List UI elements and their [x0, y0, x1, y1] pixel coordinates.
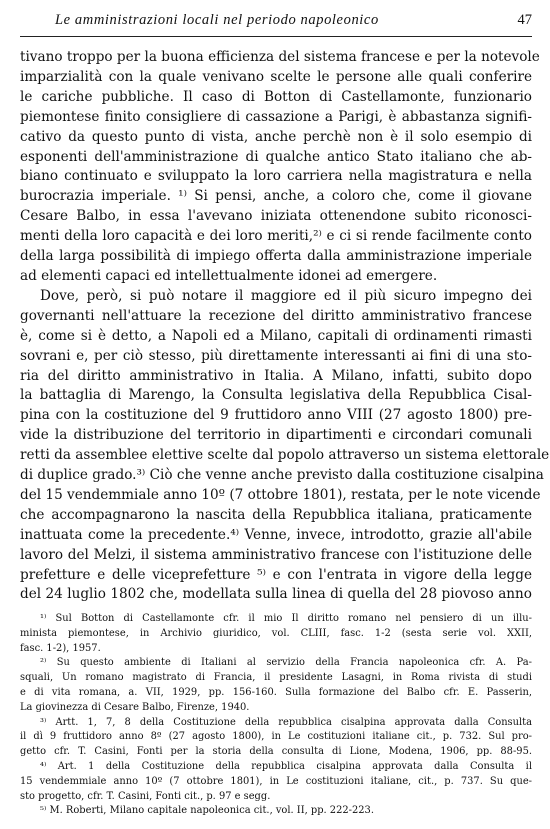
body-line: la battaglia di Marengo, la Consulta legislativa della Repubblica Cisal- — [20, 387, 532, 404]
body-line: inattuata come la precedente.⁴⁾ Venne, invece, introdotto, grazie all'abile — [20, 526, 532, 543]
body-line: le cariche pubbliche. Il caso di Botton di Castellamonte, funzionario — [20, 88, 532, 105]
body-line: ad elementi capaci ed intellettualmente idonei ad emergere. — [20, 267, 438, 284]
body-line: pina con la costituzione del 9 fruttidoro anno VIII (27 agosto 1800) pre- — [20, 407, 532, 424]
body-text — [20, 48, 550, 605]
footnote-line: squali, Un romano magistrato di Francia, il presidente Lasagni, in Roma rivista di studi — [20, 672, 532, 684]
body-line: governanti nell'attuare la recezione del diritto amministrativo francese — [20, 307, 532, 324]
body-line: che accompagnarono la nascita della Repubblica italiana, praticamente — [20, 506, 532, 523]
footnote-line: e di vita romana, a. VII, 1929, pp. 156-160. Sulla formazione del Balbo cfr. E. Passerin, — [20, 686, 532, 698]
footnote-line: ¹⁾ Sul Botton di Castellamonte cfr. il mio Il diritto romano nel pensiero di un illu- — [40, 613, 532, 624]
body-line: della larga possibilità di impiego offerta dalla amministrazione imperiale — [20, 248, 532, 265]
body-line: esponenti dell'amministrazione di qualche antico Stato italiano che ab- — [20, 148, 532, 165]
page-header — [20, 10, 532, 32]
body-line: del 15 vendemmiale anno 10º (7 ottobre 1801), restata, per le note vicende — [20, 486, 541, 503]
running-head: Le amministrazioni locali nel periodo napoleonico — [55, 12, 379, 28]
footnote-line: fasc. 1-2), 1957. — [20, 642, 101, 654]
body-line: vide la distribuzione del territorio in dipartimenti e circondari comunali — [20, 427, 532, 444]
body-line: Dove, però, si può notare il maggiore ed il più sicuro impegno dei — [40, 287, 532, 304]
body-line: sovrani e, per ciò stesso, più direttamente interessanti ai fini di una sto- — [20, 347, 532, 364]
footnote-line: ³⁾ Artt. 1, 7, 8 della Costituzione della repubblica cisalpina approvata dalla Consulta — [40, 716, 532, 728]
body-line: è, come si è detto, a Napoli ed a Milano, capitali di ordinamenti rimasti — [20, 327, 532, 344]
footnote-line: 15 vendemmiale anno 10º (7 ottobre 1801), in Le costituzioni italiane, cit., p. 737. Su que- — [20, 775, 532, 787]
body-line: Cesare Balbo, in essa l'avevano iniziata ottenendone subito riconosci- — [20, 208, 532, 225]
body-line: lavoro del Melzi, il sistema amministrativo francese con l'istituzione delle — [20, 546, 532, 563]
footnote-line: minista piemontese, in Archivio giuridico, vol. CLIII, fasc. 1-2 (sesta serie vol. XXII, — [20, 627, 532, 639]
footnote-line: getto cfr. T. Casini, Fonti per la storia della consulta di Lione, Modena, 1906, pp. 88-95. — [20, 746, 532, 758]
body-line: menti della loro capacità e dei loro meriti,²⁾ e ci si rende facilmente conto — [20, 228, 532, 245]
footnote-line: ⁴⁾ Art. 1 della Costituzione della repubblica cisalpina approvata dalla Consulta il — [40, 760, 532, 772]
header-rule — [20, 36, 532, 37]
footnote-line: La giovinezza di Cesare Balbo, Firenze, 1940. — [20, 701, 250, 713]
body-line: retti da assemblee elettive scelte dal popolo attraverso un sistema elettorale — [20, 447, 550, 464]
body-line: biano continuato e sviluppato la loro carriera nella magistratura e nella — [20, 168, 532, 185]
body-line: tivano troppo per la buona efficienza del sistema francese e per la notevole — [20, 49, 540, 65]
body-line: piemontese finito consigliere di cassazione a Parigi, è abbastanza signifi- — [20, 108, 532, 125]
page-number: 47 — [517, 12, 532, 28]
body-line: del 24 luglio 1802 che, modellata sulla linea di quella del 28 piovoso anno — [20, 586, 532, 603]
footnotes — [20, 612, 532, 819]
body-line: cativo da questo punto di vista, anche perchè non è il solo esempio di — [20, 128, 532, 145]
body-line: burocrazia imperiale. ¹⁾ Si pensi, anche, a coloro che, come il giovane — [20, 188, 532, 205]
footnote-line: sto progetto, cfr. T. Casini, Fonti cit., p. 97 e segg. — [20, 790, 271, 802]
footnote-line: ²⁾ Su questo ambiente di Italiani al servizio della Francia napoleonica cfr. A. Pa- — [40, 657, 532, 669]
body-line: ria del diritto amministrativo in Italia. A Milano, infatti, subito dopo — [20, 367, 532, 384]
body-line: prefetture e delle viceprefetture ⁵⁾ e con l'entrata in vigore della legge — [20, 566, 532, 583]
footnote-line: ⁵⁾ M. Roberti, Milano capitale napoleonica cit., vol. II, pp. 222-223. — [40, 805, 374, 817]
body-line: imparzialità con la quale venivano scelte le persone alle quali conferire — [20, 68, 532, 85]
body-line: di duplice grado.³⁾ Ciò che venne anche previsto dalla costituzione cisalpina — [20, 467, 544, 484]
footnote-line: il dì 9 fruttidoro anno 8º (27 agosto 1800), in Le costituzioni italiane cit., p. 732. Sul pro- — [20, 731, 532, 743]
